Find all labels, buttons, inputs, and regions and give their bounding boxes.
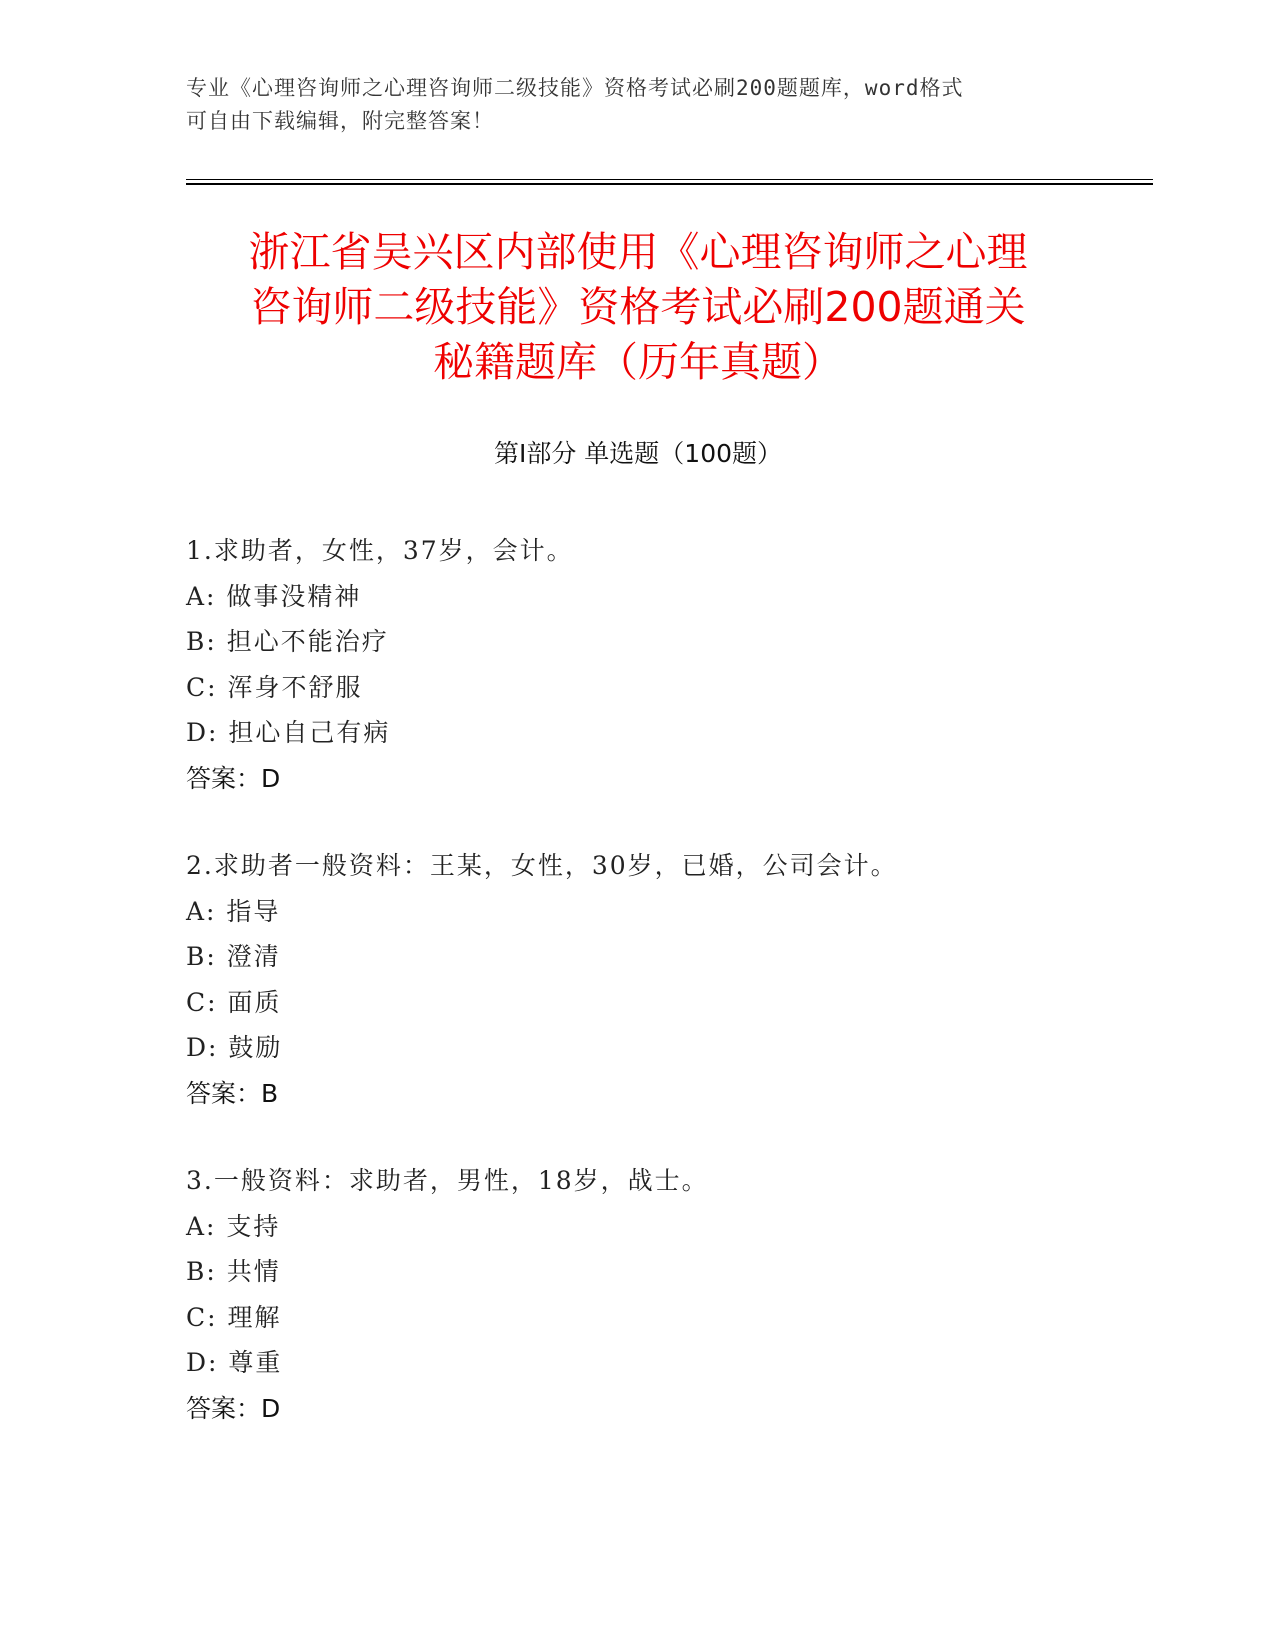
document-title [186, 225, 1090, 390]
answer-line: 答案：D [186, 1393, 281, 1423]
header-note-line: 专业《心理咨询师之心理咨询师二级技能》资格考试必刷200题题库，word格式 [186, 76, 964, 100]
option-d: D: 尊重 [186, 1348, 283, 1377]
document-title-line: 浙江省吴兴区内部使用《心理咨询师之心理 [248, 228, 1028, 276]
option-a: A: 支持 [186, 1211, 281, 1241]
option-d: D: 担心自己有病 [186, 718, 391, 747]
question-item [186, 843, 1146, 1116]
option-d: D: 鼓励 [186, 1033, 283, 1062]
option-c: C: 面质 [186, 987, 282, 1017]
option-b: B: 共情 [186, 1257, 281, 1286]
header-note-line: 可自由下载编辑，附完整答案！ [186, 109, 494, 133]
option-b: B: 担心不能治疗 [186, 627, 389, 656]
header-divider-thick [186, 183, 1153, 185]
option-a: A: 做事没精神 [186, 581, 362, 611]
question-item [186, 528, 1146, 801]
header-note [186, 72, 1066, 138]
option-c: C: 理解 [186, 1302, 282, 1332]
section-heading: 第Ⅰ部分 单选题（100题） [493, 439, 783, 468]
question-list [186, 528, 1146, 1473]
answer-line: 答案：D [186, 763, 281, 793]
answer-line: 答案：B [186, 1078, 279, 1108]
option-c: C: 浑身不舒服 [186, 672, 363, 702]
question-stem: 1.求助者，女性，37岁，会计。 [186, 536, 574, 565]
question-item [186, 1158, 1146, 1431]
question-stem: 3.一般资料：求助者，男性，18岁，战士。 [186, 1166, 709, 1195]
document-title-line: 秘籍题库（历年真题） [433, 338, 843, 386]
option-b: B: 澄清 [186, 942, 281, 971]
question-stem: 2.求助者一般资料：王某，女性，30岁，已婚，公司会计。 [186, 851, 898, 880]
document-title-line: 咨询师二级技能》资格考试必刷200题通关 [250, 283, 1026, 331]
option-a: A: 指导 [186, 896, 281, 926]
header-divider-thin [186, 179, 1153, 180]
